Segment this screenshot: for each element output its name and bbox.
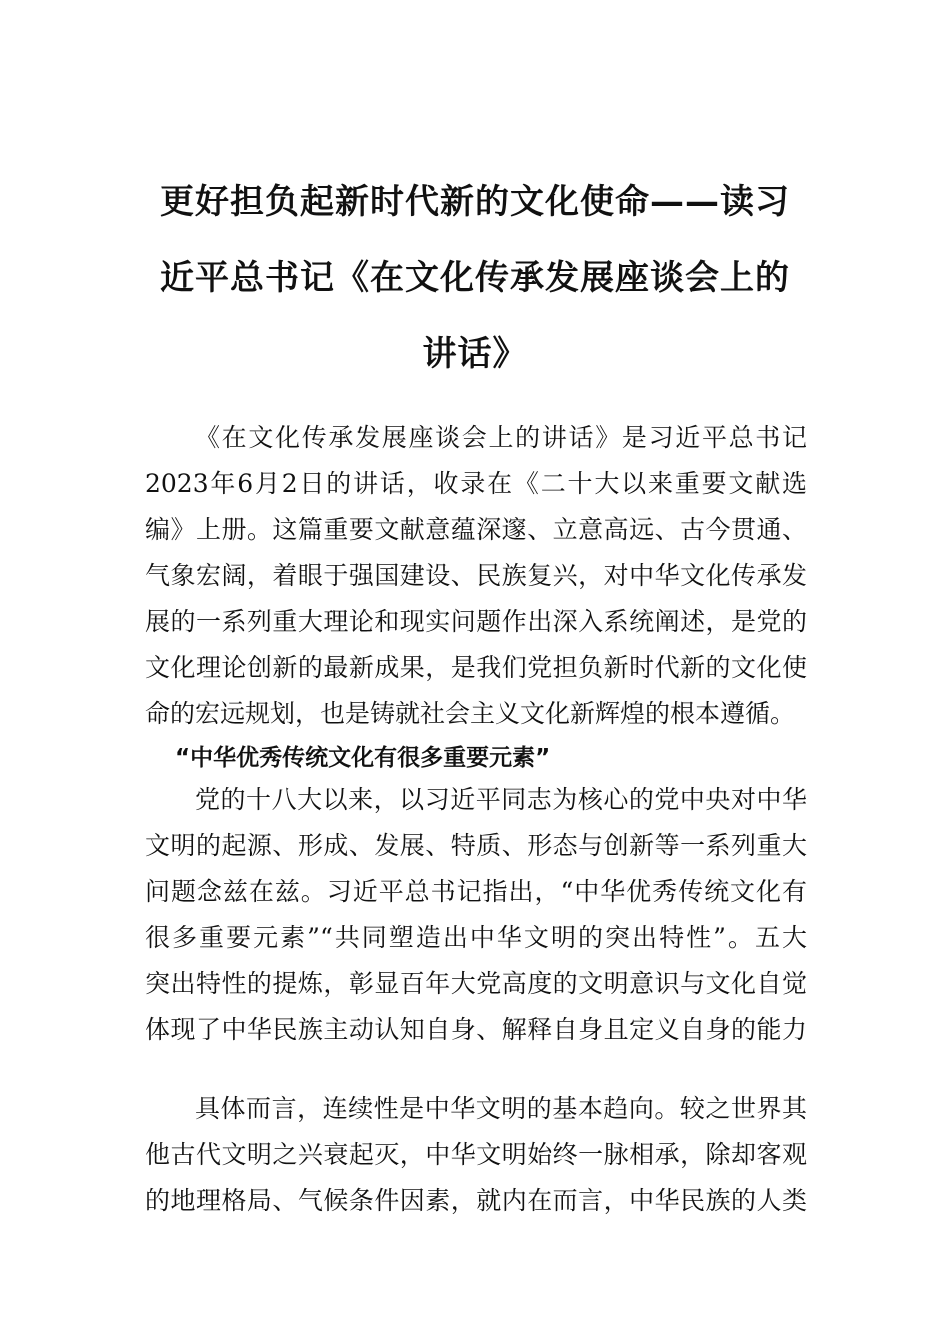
paragraph-1-line: 展的一系列重大理论和现实问题作出深入系统阐述，是党的 [145,607,807,636]
paragraph-2-line: 突出特性的提炼，彰显百年大党高度的文明意识与文化自觉 [145,969,807,998]
paragraph-2-line: 很多重要元素”“共同塑造出中华文明的突出特性”。五大 [145,923,807,952]
paragraph-3-line: 具体而言，连续性是中华文明的基本趋向。较之世界其 [195,1094,807,1123]
paragraph-3-line: 他古代文明之兴衰起灭，中华文明始终一脉相承，除却客观 [145,1140,807,1169]
paragraph-1-line: 《在文化传承发展座谈会上的讲话》是习近平总书记 [195,423,807,452]
title-line: 讲话》 [422,334,528,374]
paragraph-1-line: 文化理论创新的最新成果，是我们党担负新时代新的文化使 [145,653,807,682]
paragraph-1-line: 编》上册。这篇重要文献意蕴深邃、立意高远、古今贯通、 [145,515,807,544]
title-line: 近平总书记《在文化传承发展座谈会上的 [160,258,790,298]
document-title [130,164,820,392]
paragraph-2-line: 体现了中华民族主动认知自身、解释自身且定义自身的能力 [145,1015,807,1044]
paragraph-1-line: 命的宏远规划，也是铸就社会主义文化新辉煌的根本遵循。 [145,699,796,728]
paragraph-1-line: 2023年6月2日的讲话，收录在《二十大以来重要文献选 [145,469,807,498]
paragraph-2-line: 党的十八大以来，以习近平同志为核心的党中央对中华 [195,785,807,814]
paragraph-2-line: 问题念兹在兹。习近平总书记指出，“中华优秀传统文化有 [145,877,807,906]
section-heading: “中华优秀传统文化有很多重要元素” [175,745,551,771]
title-line: 更好担负起新时代新的文化使命——读习 [160,182,790,222]
paragraph-3-line: 的地理格局、气候条件因素，就内在而言，中华民族的人类 [145,1186,807,1215]
paragraph-1-line: 气象宏阔，着眼于强国建设、民族复兴，对中华文化传承发 [145,561,807,590]
paragraph-2-line: 文明的起源、形成、发展、特质、形态与创新等一系列重大 [145,831,807,860]
